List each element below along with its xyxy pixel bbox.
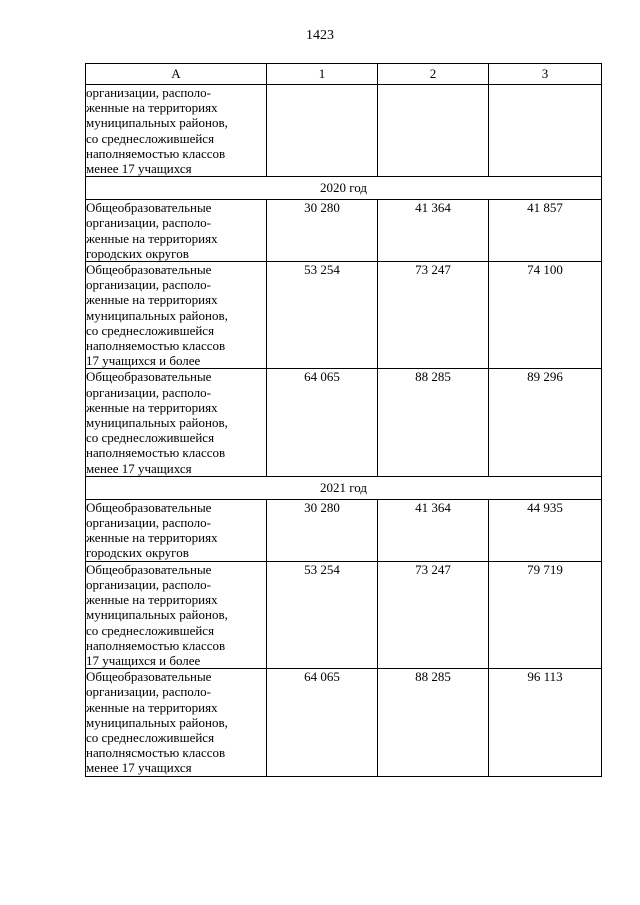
cell-value-3: 41 857 bbox=[489, 200, 602, 262]
cell-value-1: 30 280 bbox=[267, 499, 378, 561]
cell-value-2: 73 247 bbox=[378, 561, 489, 668]
cell-value-1: 64 065 bbox=[267, 669, 378, 776]
row-label-text: организации, располо- женные на территориях муниципальных районов, со среднесложившейся наполняемостью классов менее 17 учащихся bbox=[86, 85, 228, 177]
page-number: 1423 bbox=[306, 28, 334, 43]
cell-value-2: 41 364 bbox=[378, 499, 489, 561]
row-label bbox=[86, 561, 267, 668]
table-header-row bbox=[86, 64, 602, 85]
cell-value-1: 64 065 bbox=[267, 369, 378, 476]
table-row bbox=[86, 561, 602, 668]
row-label bbox=[86, 85, 267, 177]
cell-value-3: 89 296 bbox=[489, 369, 602, 476]
row-label bbox=[86, 669, 267, 776]
column-header-3: 3 bbox=[489, 64, 602, 85]
cell-value-3: 74 100 bbox=[489, 262, 602, 369]
row-label-text: Общеобразовательные организации, располо- женные на территориях муниципальных районов, со среднесложившейся наполняемостью классов 17 учащихся и более bbox=[86, 561, 228, 668]
cell-value-3: 79 719 bbox=[489, 561, 602, 668]
cell-value-1: 53 254 bbox=[267, 561, 378, 668]
table-row bbox=[86, 200, 602, 262]
row-label bbox=[86, 262, 267, 369]
year-row-2021 bbox=[86, 476, 602, 499]
cell-value-2: 88 285 bbox=[378, 369, 489, 476]
row-label-text: Общеобразовательные организации, располо- женные на территориях городских округов bbox=[86, 200, 218, 261]
cell-value-2 bbox=[378, 85, 489, 177]
year-row-2020 bbox=[86, 177, 602, 200]
cell-value-1: 30 280 bbox=[267, 200, 378, 262]
row-label bbox=[86, 200, 267, 262]
table-row bbox=[86, 369, 602, 476]
cell-value-1: 53 254 bbox=[267, 262, 378, 369]
table-row bbox=[86, 262, 602, 369]
cell-value-2: 41 364 bbox=[378, 200, 489, 262]
cell-value-2: 88 285 bbox=[378, 669, 489, 776]
cell-value-1 bbox=[267, 85, 378, 177]
table-row bbox=[86, 669, 602, 776]
data-table bbox=[85, 63, 602, 777]
table-row bbox=[86, 499, 602, 561]
cell-value-3 bbox=[489, 85, 602, 177]
cell-value-3: 96 113 bbox=[489, 669, 602, 776]
row-label-text: Общеобразовательные организации, располо- женные на территориях муниципальных районов, со среднесложившейся наполняемостью классов менее 17 учащихся bbox=[86, 369, 228, 476]
row-label-text: Общеобразовательные организации, располо- женные на территориях муниципальных районов, со среднесложившейся наполнясмостью классов менее 17 учащихся bbox=[86, 669, 228, 776]
column-header-1: 1 bbox=[267, 64, 378, 85]
row-label bbox=[86, 499, 267, 561]
row-label-text: Общеобразовательные организации, располо- женные на территориях городских округов bbox=[86, 499, 218, 561]
cell-value-3: 44 935 bbox=[489, 499, 602, 561]
cell-value-2: 73 247 bbox=[378, 262, 489, 369]
table-row-continued bbox=[86, 85, 602, 177]
column-header-a: А bbox=[86, 64, 267, 85]
row-label-text: Общеобразовательные организации, располо- женные на территориях муниципальных районов, со среднесложившейся наполняемостью классов 17 учащихся и более bbox=[86, 262, 228, 369]
row-label bbox=[86, 369, 267, 476]
year-heading: 2020 год bbox=[86, 177, 602, 200]
column-header-2: 2 bbox=[378, 64, 489, 85]
year-heading: 2021 год bbox=[86, 476, 602, 499]
